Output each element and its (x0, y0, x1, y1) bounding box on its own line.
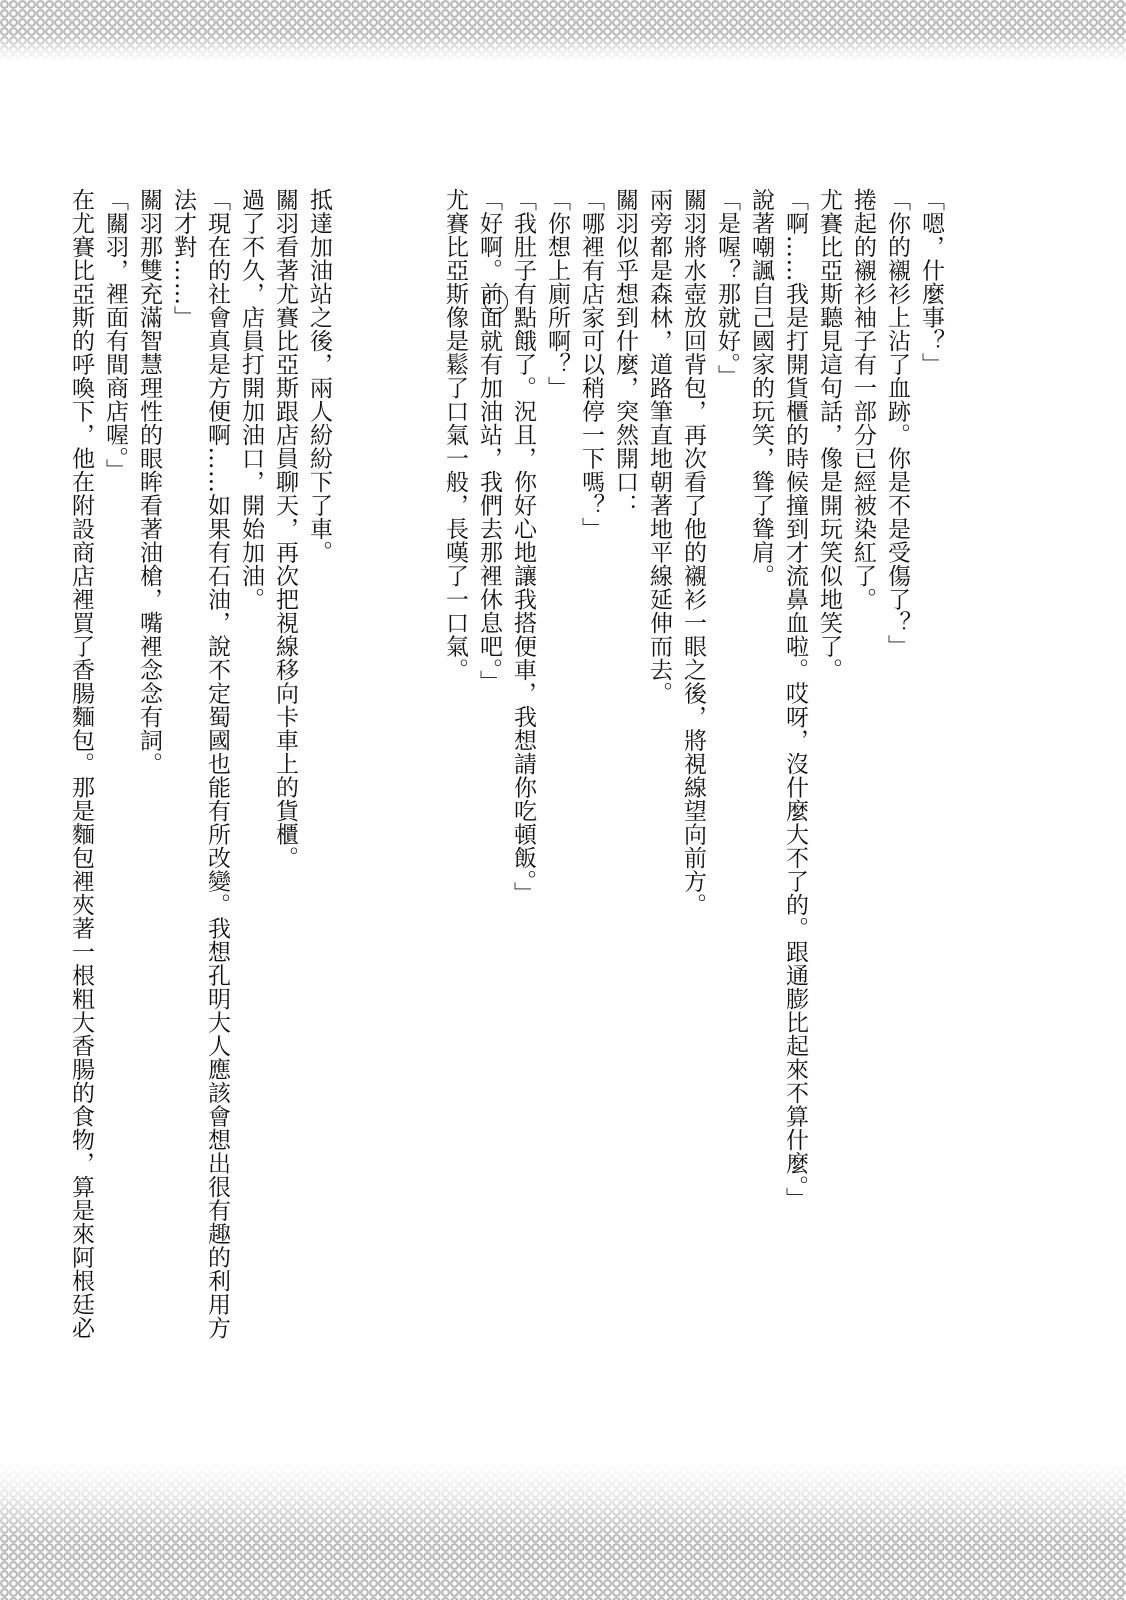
paragraph: 「你的襯衫上沾了血跡。你是不是受傷了？」 (884, 188, 910, 658)
paragraph: 「好啊。前面就有加油站，我們去那裡休息吧。」 (476, 188, 502, 694)
decorative-dot-pattern-bottom (0, 1462, 1126, 1600)
paragraph: 「嗯，什麼事？」 (918, 188, 944, 376)
paragraph: 在尤賽比亞斯的呼喚下，他在附設商店裡買了香腸麵包。那是麵包裡夾著一根粗大香腸的食物，算是來阿根廷必 (68, 188, 94, 1340)
paragraph: 關羽將水壺放回背包，再次看了他的襯衫一眼之後，將視線望向前方。 (680, 188, 706, 917)
scene-break-spacer (370, 188, 404, 1468)
paragraph: 「啊……我是打開貨櫃的時候撞到才流鼻血啦。哎呀，沒什麼大不了的。跟通膨比起來不算什麼。」 (782, 188, 808, 1211)
vertical-text-body (64, 188, 948, 1468)
paragraph: 「是喔？那就好。」 (714, 188, 740, 388)
paragraph: 關羽看著尤賽比亞斯跟店員聊天，再次把視線移向卡車上的貨櫃。 (272, 188, 298, 870)
paragraph: 「關羽，裡面有間商店喔。」 (102, 188, 128, 482)
paragraph: 抵達加油站之後，兩人紛紛下了車。 (306, 188, 332, 564)
paragraph: 法才對……」 (170, 188, 196, 329)
paragraph: 「哪裡有店家可以稍停一下嗎？」 (578, 188, 604, 541)
paragraph: 「現在的社會真是方便啊……如果有石油，說不定蜀國也能有所改變。我想孔明大人應該會想出很有趣的利用方 (204, 188, 230, 1340)
paragraph: 關羽那雙充滿智慧理性的眼眸看著油槍，嘴裡念念有詞。 (136, 188, 162, 776)
paragraph: 尤賽比亞斯聽見這句話，像是開玩笑似地笑了。 (816, 188, 842, 682)
paragraph: 過了不久，店員打開加油口，開始加油。 (238, 188, 264, 611)
paragraph: 捲起的襯衫袖子有一部分已經被染紅了。 (850, 188, 876, 611)
scene-break-circle-icon (484, 290, 508, 314)
decorative-dot-pattern-top (0, 0, 1126, 62)
paragraph: 尤賽比亞斯像是鬆了口氣一般，長嘆了一口氣。 (442, 188, 468, 682)
scene-break-spacer (404, 188, 438, 1468)
paragraph: 「你想上廁所啊？」 (544, 188, 570, 400)
paragraph: 「我肚子有點餓了。況且，你好心地讓我搭便車，我想請你吃頓飯。」 (510, 188, 536, 905)
paragraph: 關羽似乎想到什麼，突然開口： (612, 188, 638, 517)
scene-break-spacer (336, 188, 370, 1468)
paragraph: 說著嘲諷自己國家的玩笑，聳了聳肩。 (748, 188, 774, 588)
paragraph: 兩旁都是森林，道路筆直地朝著地平線延伸而去。 (646, 188, 672, 705)
